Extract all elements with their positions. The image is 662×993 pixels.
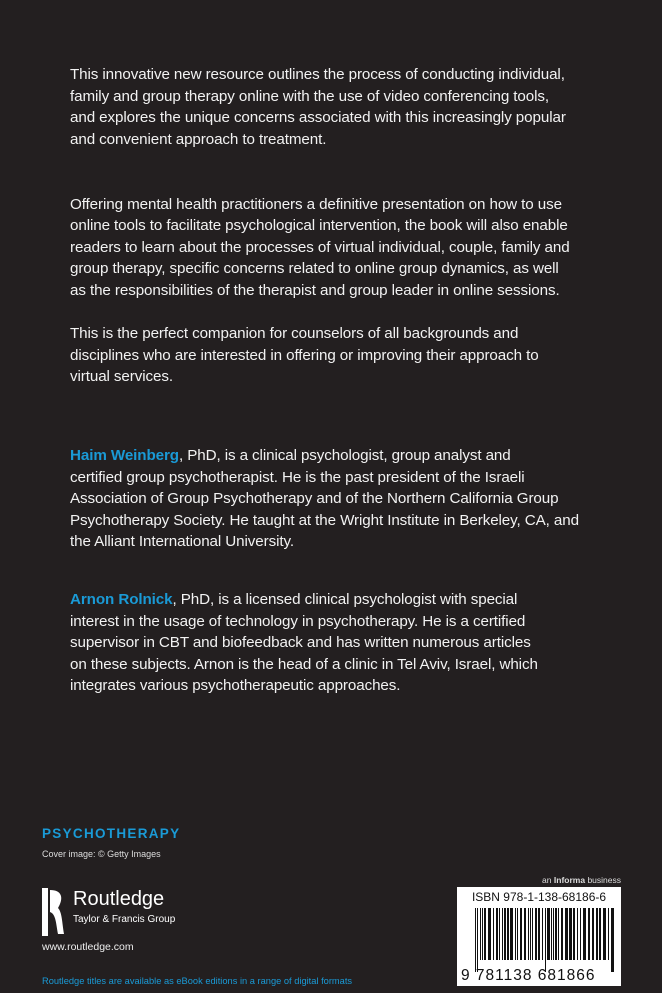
barcode-bar: [520, 908, 522, 960]
barcode-bar: [547, 908, 550, 960]
author-bio-line: on these subjects. Arnon is the head of a clinic in Tel Aviv, Israel, which: [70, 655, 538, 673]
description-line: Offering mental health practitioners a definitive presentation on how to use: [70, 196, 562, 213]
barcode-bar: [569, 908, 572, 960]
barcode-bar: [499, 908, 500, 960]
author-bio-text: , PhD, is a licensed clinical psychologist with special: [172, 591, 518, 608]
barcode-bar: [538, 908, 540, 960]
description-line: This is the perfect companion for counselors of all backgrounds and: [70, 325, 519, 342]
cover-credit: Cover image: © Getty Images: [42, 849, 161, 859]
barcode-bar: [583, 908, 586, 960]
routledge-logo: [42, 888, 182, 936]
barcode-bar: [603, 908, 606, 960]
description-line: and explores the unique concerns associated with this increasingly popular: [70, 109, 566, 126]
barcode-bar: [502, 908, 503, 960]
description-line: disciplines who are interested in offering or improving their approach to: [70, 347, 539, 364]
barcode-bar: [588, 908, 590, 960]
publisher-group: Taylor & Francis Group: [73, 914, 176, 925]
publisher-url[interactable]: www.routledge.com: [42, 941, 134, 953]
barcode-bar: [504, 908, 506, 960]
barcode-bar: [573, 908, 575, 960]
publisher-name: Routledge: [73, 888, 165, 910]
series-label: PSYCHOTHERAPY: [42, 826, 181, 841]
barcode-bar: [561, 908, 563, 960]
barcode-bar: [565, 908, 568, 960]
informa-tagline: [542, 875, 621, 885]
description-line: online tools to facilitate psychological intervention, the book will also enable: [70, 217, 568, 234]
ebook-note: Routledge titles are available as eBook editions in a range of digital formats: [42, 976, 353, 986]
author-name: Haim Weinberg: [70, 447, 179, 464]
description-line: virtual services.: [70, 368, 173, 385]
barcode-bar: [507, 908, 509, 960]
barcode-bar: [480, 908, 481, 960]
barcode-bar: [496, 908, 498, 960]
author-name: Arnon Rolnick: [70, 591, 173, 608]
barcode-bar: [608, 908, 609, 960]
author-bio-line: Psychotherapy Society. He taught at the Wright Institute in Berkeley, CA, and: [70, 511, 579, 529]
barcode-bar: [558, 908, 559, 960]
barcode-bar: [542, 908, 543, 960]
barcode-bar: [535, 908, 537, 960]
author-bio-text: , PhD, is a clinical psychologist, group analyst and: [178, 447, 511, 464]
barcode-bar: [577, 908, 578, 960]
barcode-bar: [484, 908, 486, 960]
author-bio-line: Association of Group Psychotherapy and of the Northern California Group: [70, 490, 559, 508]
ean-digits: 9 781138 681866: [461, 967, 596, 984]
barcode-bar: [475, 908, 476, 972]
barcode-bar: [592, 908, 594, 960]
barcode-bars: [475, 908, 615, 972]
author-bio-first-line: [70, 447, 511, 465]
barcode-bar: [532, 908, 533, 960]
author-bio-line: the Alliant International University.: [70, 533, 294, 551]
barcode-bar: [596, 908, 598, 960]
barcode-bar: [551, 908, 552, 960]
author-bio-first-line: [70, 591, 517, 609]
description-line: and convenient approach to treatment.: [70, 131, 327, 148]
description-line: group therapy, specific concerns related to online group dynamics, as well: [70, 260, 559, 277]
description-line: This innovative new resource outlines the process of conducting individual,: [70, 66, 565, 83]
author-bio-line: interest in the usage of technology in psychotherapy. He is a certified: [70, 612, 526, 630]
barcode-bar: [528, 908, 529, 960]
author-bio-line: certified group psychotherapist. He is the past president of the Israeli: [70, 468, 525, 486]
barcode-bar: [493, 908, 494, 960]
isbn-number: ISBN 978-1-138-68186-6: [471, 890, 607, 904]
description-line: family and group therapy online with the use of video conferencing tools,: [70, 88, 549, 105]
barcode-bar: [553, 908, 554, 960]
routledge-r-icon: [42, 888, 64, 936]
barcode-bar: [611, 908, 614, 972]
barcode-bar: [545, 908, 546, 972]
isbn-barcode: [457, 887, 621, 986]
barcode-bar: [524, 908, 526, 960]
description-line: readers to learn about the processes of virtual individual, couple, family and: [70, 239, 570, 256]
author-bio-line: supervisor in CBT and biofeedback and has written numerous articles: [70, 634, 531, 652]
barcode-bar: [517, 908, 518, 960]
author-bio-line: integrates various psychotherapeutic approaches.: [70, 677, 401, 695]
barcode-bar: [515, 908, 516, 960]
informa-suffix: business: [587, 875, 621, 885]
barcode-bar: [510, 908, 513, 960]
barcode-bar: [482, 908, 483, 960]
barcode-bar: [599, 908, 601, 960]
description-line: as the responsibilities of the therapist and group leader in online sessions.: [70, 282, 560, 299]
barcode-bar: [488, 908, 491, 960]
barcode-bar: [477, 908, 478, 972]
barcode-bar: [555, 908, 557, 960]
informa-prefix: an: [542, 875, 552, 885]
barcode-bar: [580, 908, 581, 960]
informa-brand: Informa: [553, 875, 586, 885]
barcode-bar: [530, 908, 531, 960]
